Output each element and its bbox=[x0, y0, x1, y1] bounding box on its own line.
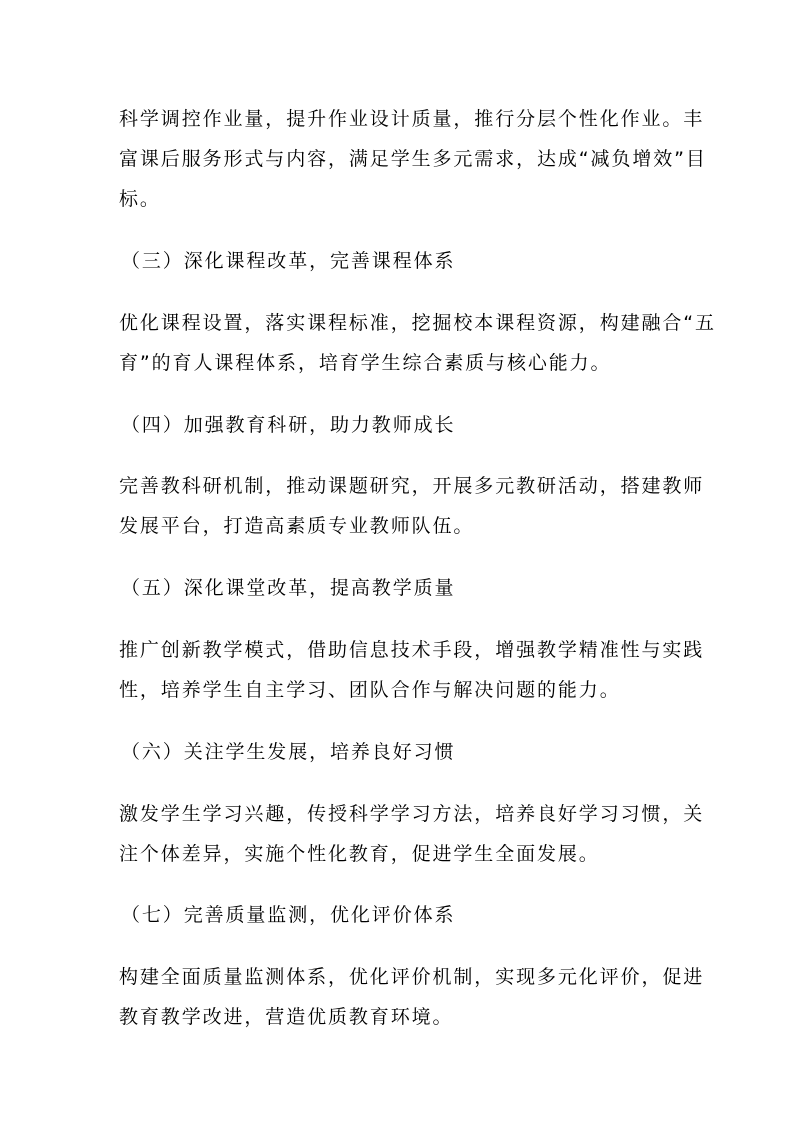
section-heading-3: （三）深化课程改革，完善课程体系 bbox=[121, 250, 456, 272]
paragraph-line: 构建全面质量监测体系，优化评价机制，实现多元化评价，促进 bbox=[119, 966, 705, 988]
paragraph-line: 完善教科研机制，推动课题研究，开展多元教研活动，搭建教师 bbox=[119, 475, 705, 497]
paragraph-line: 标。 bbox=[119, 188, 161, 210]
paragraph-line: 注个体差异，实施个性化教育，促进学生全面发展。 bbox=[119, 843, 600, 865]
paragraph-line: 教育教学改进，营造优质教育环境。 bbox=[119, 1006, 454, 1028]
section-heading-6: （六）关注学生发展，培养良好习惯 bbox=[121, 741, 456, 763]
section-heading-5: （五）深化课堂改革，提高教学质量 bbox=[121, 577, 456, 599]
section-heading-7: （七）完善质量监测，优化评价体系 bbox=[121, 904, 456, 926]
paragraph-line: 优化课程设置，落实课程标准，挖掘校本课程资源，构建融合“五 bbox=[119, 312, 716, 334]
paragraph-line: 推广创新教学模式，借助信息技术手段，增强教学精准性与实践 bbox=[119, 639, 705, 661]
paragraph-line: 育”的育人课程体系，培育学生综合素质与核心能力。 bbox=[119, 352, 612, 374]
paragraph-line: 富课后服务形式与内容，满足学生多元需求，达成“减负增效”目 bbox=[119, 148, 707, 170]
paragraph-line: 发展平台，打造高素质专业教师队伍。 bbox=[119, 515, 475, 537]
paragraph-line: 性，培养学生自主学习、团队合作与解决问题的能力。 bbox=[119, 679, 621, 701]
paragraph-line: 科学调控作业量，提升作业设计质量，推行分层个性化作业。丰 bbox=[119, 108, 705, 130]
section-heading-4: （四）加强教育科研，助力教师成长 bbox=[121, 414, 456, 436]
paragraph-line: 激发学生学习兴趣，传授科学学习方法，培养良好学习习惯，关 bbox=[119, 803, 705, 825]
